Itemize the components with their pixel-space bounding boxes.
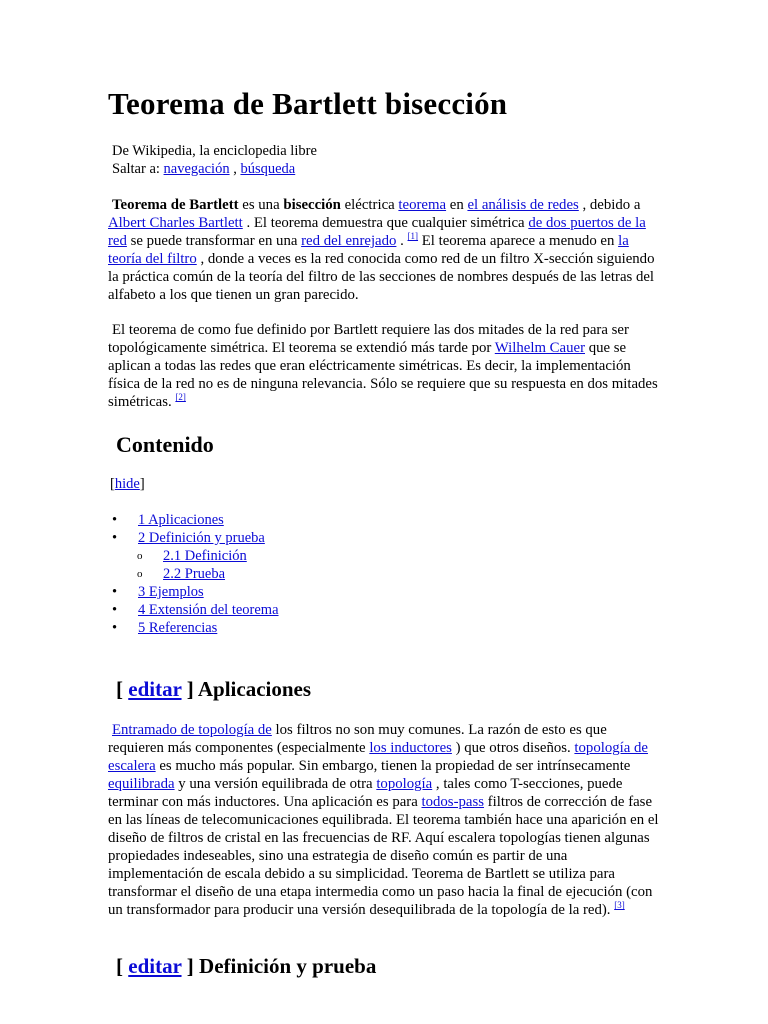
section-heading-aplicaciones (116, 677, 311, 702)
bold-term: bisección (283, 197, 341, 213)
toc-item (112, 601, 279, 619)
ref-3-link[interactable]: [3] (614, 900, 625, 910)
bold-term: Teorema de Bartlett (112, 197, 239, 213)
intro-paragraph-2 (108, 321, 660, 411)
toc-item (112, 511, 279, 529)
circle-bullet-icon: o (137, 568, 143, 580)
toc-hide-link[interactable]: hide (114, 476, 140, 492)
text: filtros de corrección de fase en las líneas de telecomunicaciones equilibrada. El teorema también hace una aparición en el diseño de filtros de cristal en las frecuencias de RF. Aquí escalera topologías tienen algunas propiedades indeseables, sino una estrategia de diseño común es partir de una implementación de escala debido a su simplicidad. Teorema de Bartlett se utiliza para transformar el diseño de una etapa intermedia como un paso hacia la final de ejecución (con un transformador para producir una versión desequilibrada de la topología de la red). (108, 794, 659, 918)
site-sub (112, 143, 317, 178)
text: El teorema aparece a menudo en (418, 233, 619, 249)
bracket: [ (110, 476, 115, 492)
text: es una (238, 197, 284, 213)
jump-search-link[interactable]: búsqueda (240, 160, 296, 177)
link-inductores[interactable]: los inductores (369, 740, 452, 756)
jump-links (112, 161, 317, 179)
edit-link[interactable]: editar (128, 677, 182, 701)
text: en (446, 197, 468, 213)
bracket: ] (139, 476, 145, 492)
text: los filtros no son muy comunes. La razón de esto es que requieren más componentes (especialmente (108, 722, 607, 756)
toc-link-ejemplos[interactable]: 3 Ejemplos (138, 584, 204, 600)
text: , tales como T-secciones, puede terminar con más inductores. Una aplicación es para (108, 776, 623, 810)
text: ) que otros diseños. (451, 740, 575, 756)
toc-subitem (112, 565, 279, 583)
text: es mucho más popular. Sin embargo, tienen la propiedad de ser intrínsecamente (155, 758, 631, 774)
text: que se aplican a todas las redes que eran eléctricamente simétricas. Es decir, la implementación física de la red no es de ninguna relevancia. Sólo se requiere que su respuesta en dos mitades simétricas. (108, 340, 658, 410)
bullet-icon: • (112, 620, 118, 636)
toc-link-definicion[interactable]: 2.1 Definición (163, 548, 247, 564)
jump-navigation-link[interactable]: navegación (163, 160, 230, 177)
toc-item (112, 583, 279, 601)
text: se puede transformar en una (126, 233, 302, 249)
toc-heading: Contenido (116, 432, 214, 457)
section-title: ] Aplicaciones (181, 677, 312, 701)
circle-bullet-icon: o (137, 550, 143, 562)
link-topologia[interactable]: topología (376, 776, 433, 792)
link-wilhelm-cauer[interactable]: Wilhelm Cauer (494, 340, 585, 356)
text: y una versión equilibrada de otra (174, 776, 377, 792)
section-title: ] Definición y prueba (181, 954, 377, 978)
page-title: Teorema de Bartlett bisección (108, 86, 508, 121)
link-teoria-filtro[interactable]: la teoría del filtro (108, 233, 629, 267)
edit-link[interactable]: editar (128, 954, 182, 978)
toc-link-extension[interactable]: 4 Extensión del teorema (138, 602, 279, 618)
text: eléctrica (340, 197, 399, 213)
link-equilibrada[interactable]: equilibrada (108, 776, 175, 792)
toc-link-aplicaciones[interactable]: 1 Aplicaciones (138, 512, 224, 528)
jump-sep: , (233, 160, 237, 177)
section-heading-definicion (116, 954, 376, 979)
text: El teorema de como fue definido por Bartlett requiere las dos mitades de la red para ser topológicamente simétrica. El teorema se extendió más tarde por (108, 322, 629, 356)
toc-toggle (110, 476, 145, 493)
link-red-enrejado[interactable]: red del enrejado (301, 233, 397, 249)
bullet-icon: • (112, 530, 118, 546)
link-bartlett[interactable]: Albert Charles Bartlett (108, 215, 243, 231)
text: , debido a (578, 197, 641, 213)
bullet-icon: • (112, 584, 118, 600)
jump-label: Saltar a: (112, 160, 160, 177)
link-escalera[interactable]: topología de escalera (108, 740, 648, 774)
bracket: [ (116, 954, 129, 978)
toc-link-prueba[interactable]: 2.2 Prueba (163, 566, 226, 582)
link-dos-puertos[interactable]: de dos puertos de la red (108, 215, 646, 249)
toc-list (112, 511, 279, 637)
link-todos-pass[interactable]: todos-pass (421, 794, 484, 810)
aplicaciones-paragraph (108, 721, 660, 919)
toc-subitem (112, 547, 279, 565)
link-teorema[interactable]: teorema (398, 197, 447, 213)
subtitle: De Wikipedia, la enciclopedia libre (112, 143, 317, 159)
ref-1-link[interactable]: [1] (407, 231, 419, 241)
bullet-icon: • (112, 602, 118, 618)
link-entramado[interactable]: Entramado de topología de (112, 722, 272, 738)
toc-link-referencias[interactable]: 5 Referencias (138, 620, 218, 636)
toc-item (112, 619, 279, 637)
link-analisis-redes[interactable]: el análisis de redes (467, 197, 579, 213)
bullet-icon: • (112, 512, 118, 528)
text: , donde a veces es la red conocida como red de un filtro X-sección siguiendo la práctica común de la teoría del filtro de las secciones de nombres después de las letras del alfabeto a los que tienen un gran parecido. (108, 251, 655, 303)
bracket: [ (116, 677, 129, 701)
intro-paragraph-1 (108, 196, 660, 304)
toc-item (112, 529, 279, 547)
text: . El teorema demuestra que cualquier simétrica (242, 215, 529, 231)
ref-2-link[interactable]: [2] (175, 392, 186, 402)
text: . (396, 233, 408, 249)
toc-link-definicion-prueba[interactable]: 2 Definición y prueba (138, 530, 265, 546)
